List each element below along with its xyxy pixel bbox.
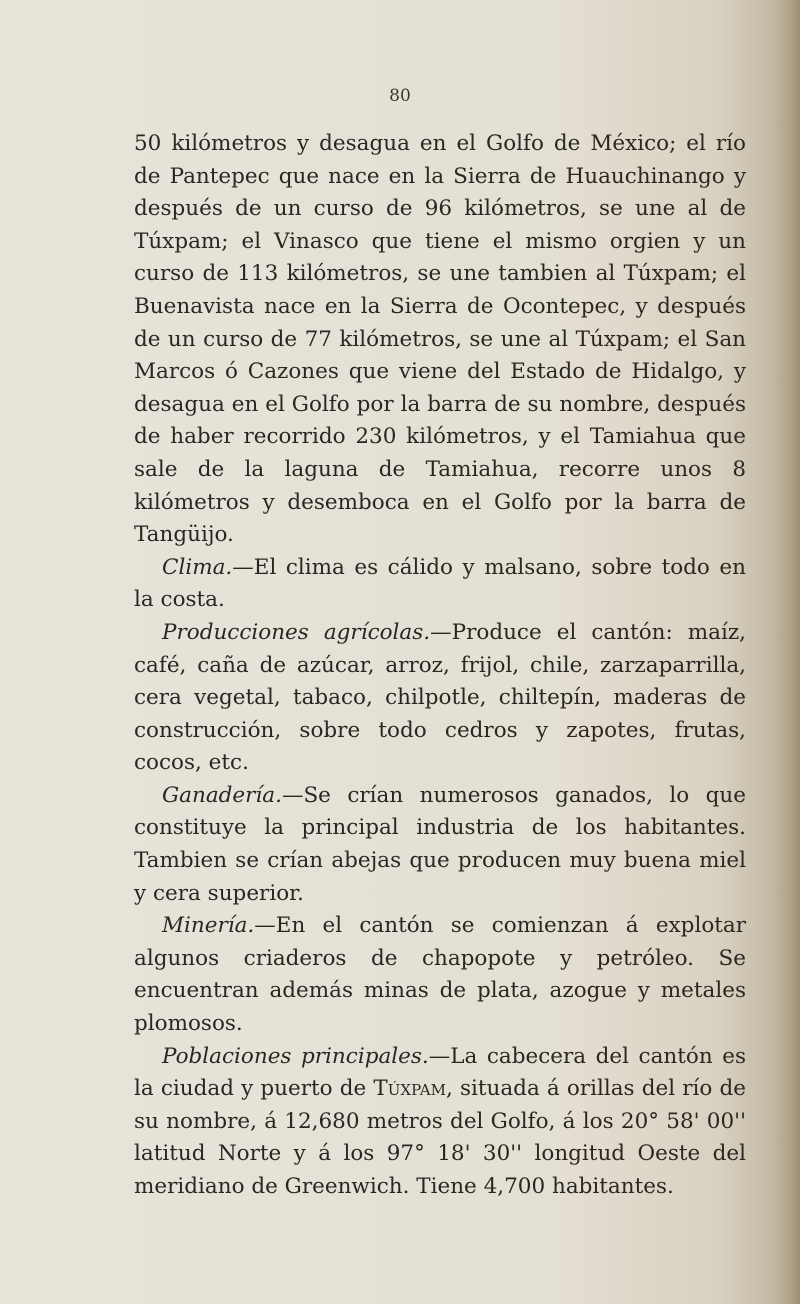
paragraph-text: —El clima es cálido y malsano, sobre todo en la costa. — [134, 554, 746, 613]
section-rubric: Poblaciones principales. — [162, 1043, 429, 1069]
paragraph-text: —Se crían numerosos ganados, lo que constituye la principal industria de los habitantes. Tambien se crían abejas que producen muy buena miel y cera superior. — [134, 782, 746, 906]
section-rubric: Clima. — [162, 554, 233, 580]
section-rubric: Minería. — [162, 913, 255, 939]
page-number: 80 — [389, 86, 411, 106]
place-name: Túxpam — [373, 1076, 446, 1102]
paragraph-ganaderia — [134, 780, 746, 910]
paragraph-text: —En el cantón se comienzan á explotar algunos criaderos de chapopote y petróleo. Se encuentran además minas de plata, azogue y metales plomosos. — [134, 913, 746, 1037]
paragraph-text: 50 kilómetros y desagua en el Golfo de México; el río de Pantepec que nace en la Sierra de Huauchinango y después de un curso de 96 kilómetros, se une al de Túxpam; el Vinasco que tiene el mismo orgien y un curso de 113 kilómetros, se une tambien al Túxpam; el Buenavista nace en la Sierra de Ocontepec, y después de un curso de 77 kilómetros, se une al Túxpam; el San Marcos ó Cazones que viene del Estado de Hidalgo, y desagua en el Golfo por la barra de su nombre, después de haber recorrido 230 kilómetros, y el Tamiahua que sale de la laguna de Tamiahua, recorre unos 8 kilómetros y desemboca en el Golfo por la barra de Tangüijo. — [134, 131, 746, 548]
paragraph-text: , situada á orillas del río de su nombre, á 12,680 metros del Golfo, á los 20° 58' 00'' latitud Norte y á los 97° 18' 30'' longitud Oeste del meridiano de Greenwich. Tiene 4,700 habitantes. — [134, 1076, 746, 1199]
paragraph-poblaciones — [134, 1041, 746, 1204]
paragraph-clima — [134, 552, 746, 617]
page-edge-shadow — [772, 0, 800, 1304]
paragraph-mineria — [134, 910, 746, 1040]
paragraph-text: —Produce el cantón: maíz, café, caña de azúcar, arroz, frijol, chile, zarzaparrilla, cera vegetal, tabaco, chilpotle, chiltepín, maderas de construcción, sobre todo cedros y zapotes, frutas, cocos, etc. — [134, 619, 747, 776]
paragraph-rivers — [134, 128, 746, 552]
section-rubric: Ganadería. — [162, 782, 282, 808]
body-text — [134, 128, 746, 1204]
section-rubric: Producciones agrícolas. — [162, 619, 431, 645]
paragraph-producciones — [134, 617, 746, 780]
paragraph-text: —La cabecera del cantón es la ciudad y puerto de — [134, 1043, 746, 1102]
